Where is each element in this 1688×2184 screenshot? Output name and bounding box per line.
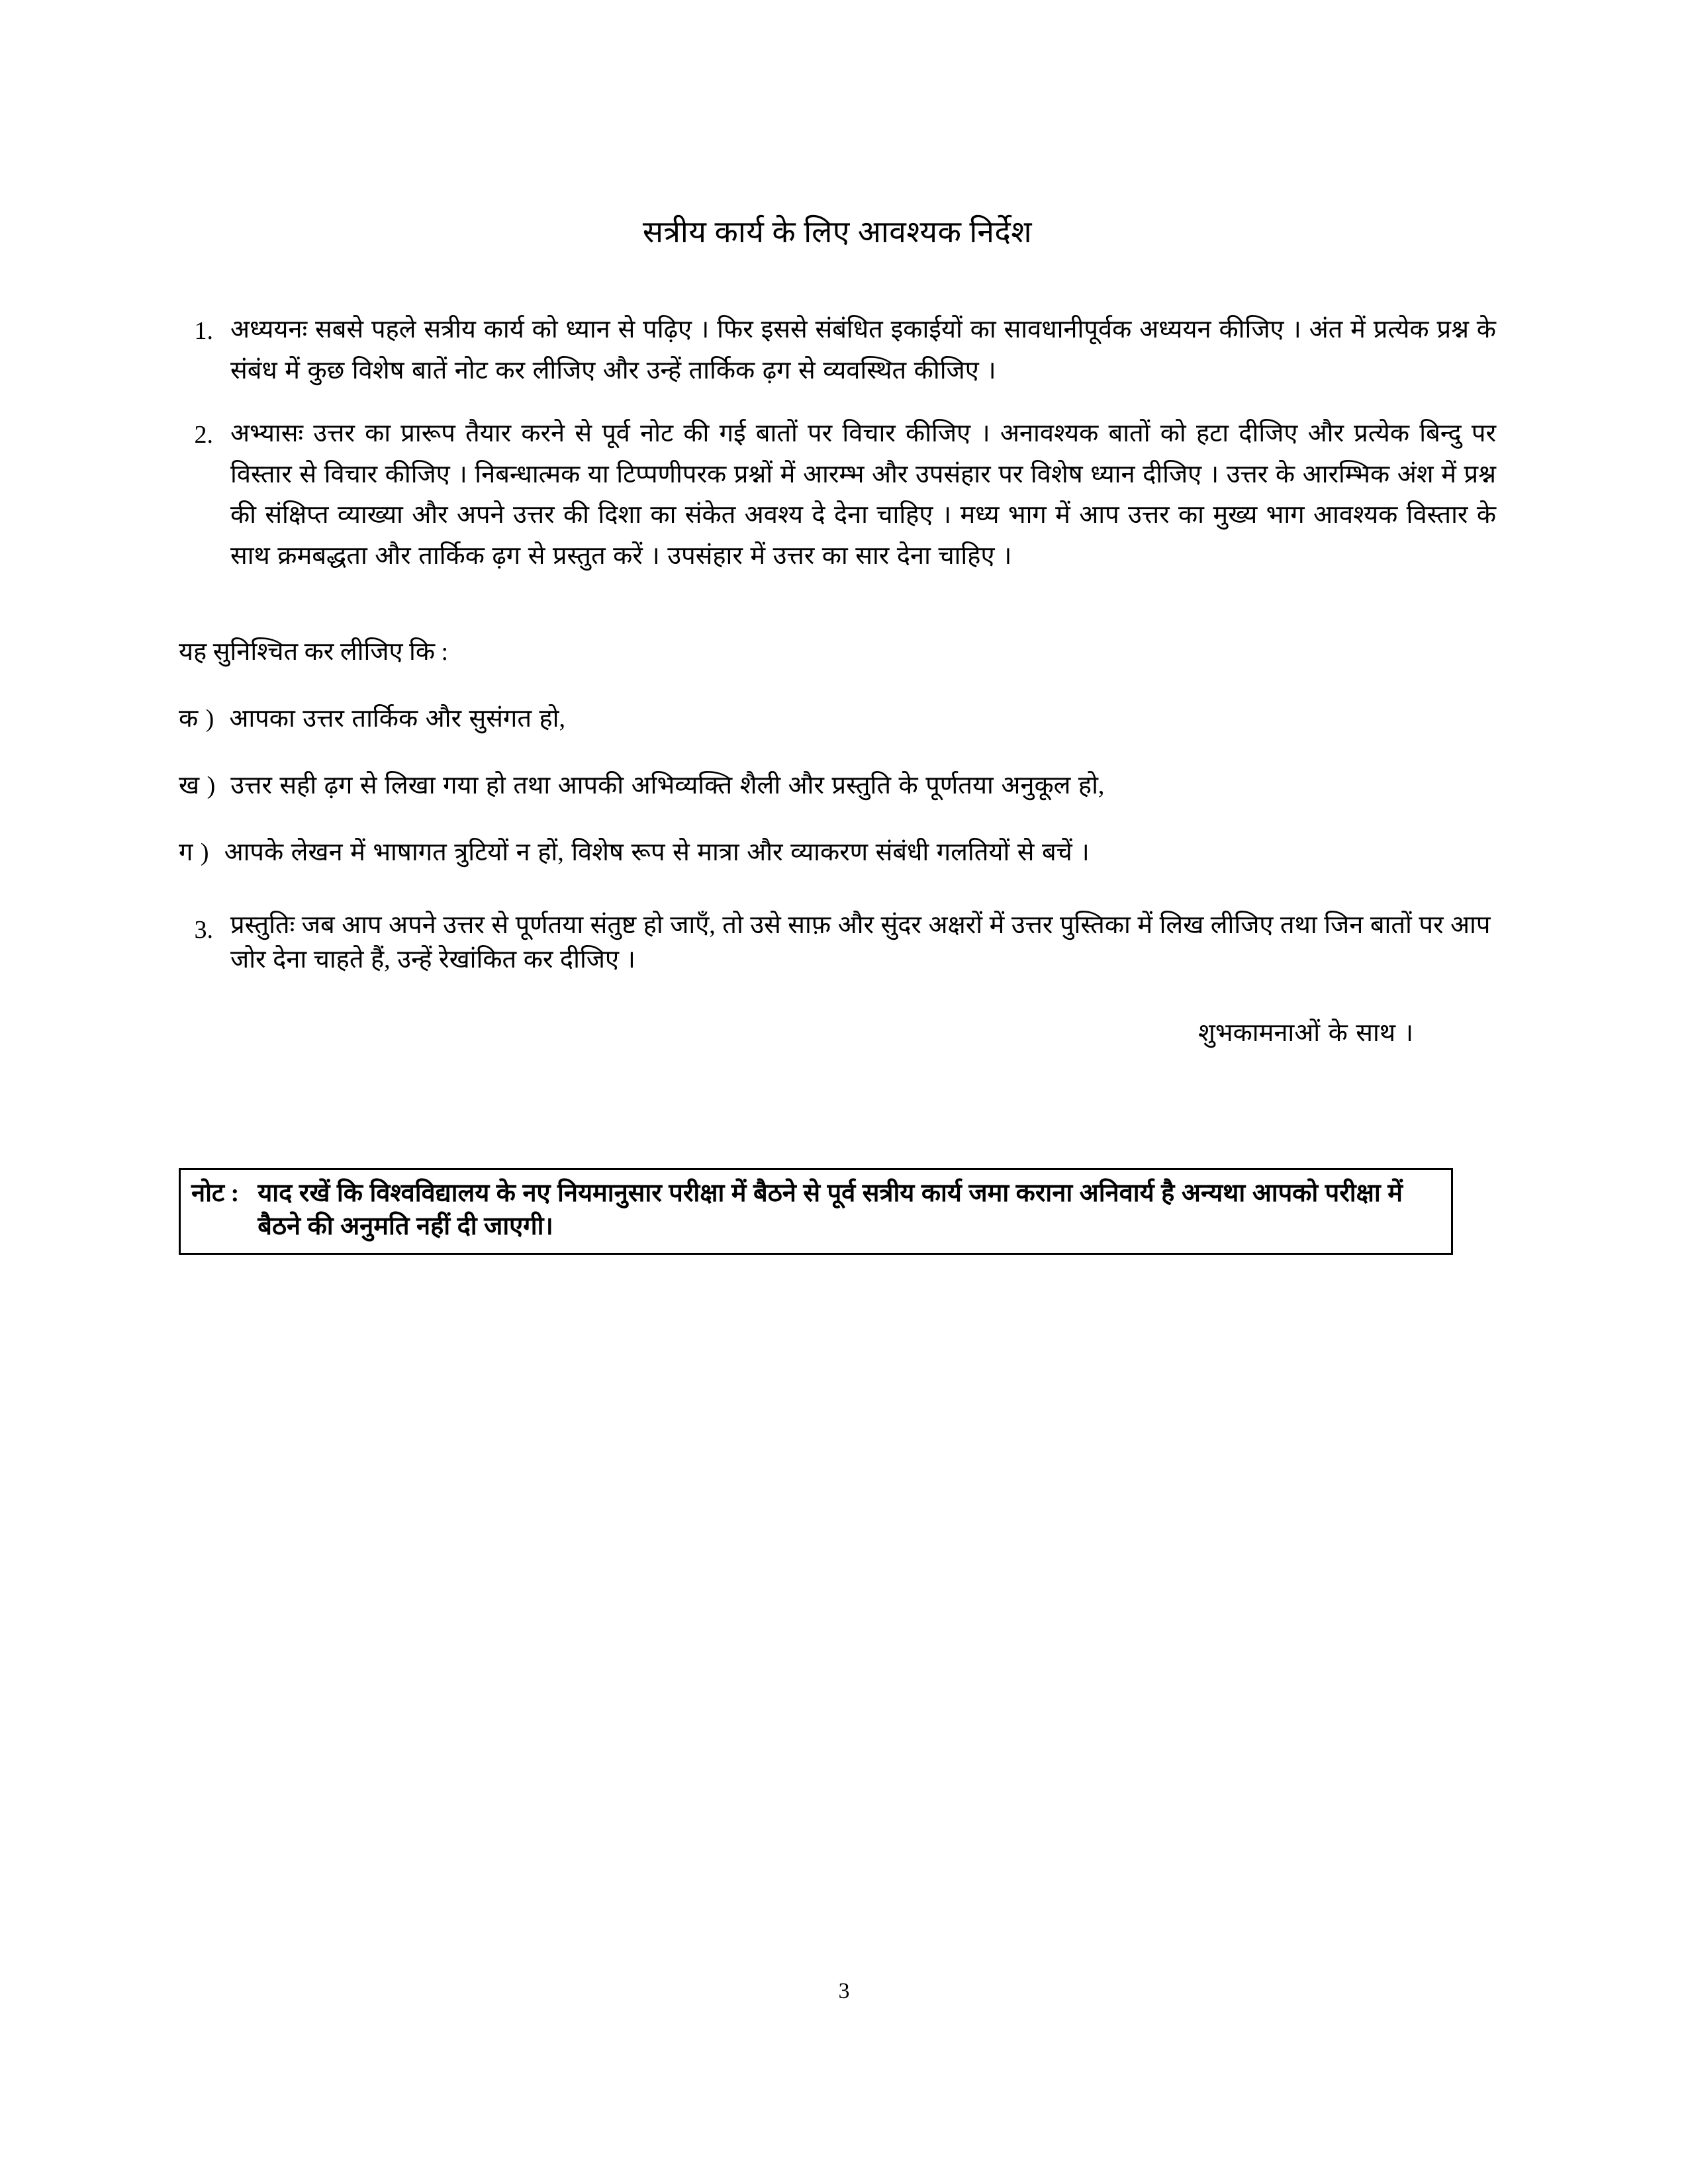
list-item <box>179 909 1496 977</box>
list-item <box>179 767 1496 805</box>
list-item-text: आपके लेखन में भाषागत त्रुटियों न हों, विशेष रूप से मात्रा और व्याकरण संबंधी गलतियों से बचें । <box>224 839 1090 867</box>
closing-line: शुभकामनाओं के साथ । <box>1198 1019 1413 1047</box>
page-content <box>179 0 1496 1255</box>
list-item <box>179 834 1496 872</box>
list-item-text: आपका उत्तर तार्किक और सुसंगत हो, <box>229 705 565 733</box>
ensure-points-list <box>179 700 1496 872</box>
list-item-marker: ग ) <box>179 839 209 867</box>
list-item-text: अध्ययनः सबसे पहले सत्रीय कार्य को ध्यान से पढ़िए । फिर इससे संबंधित इकाईयों का सावधानीपूर्वक अध्ययन कीजिए । अंत में प्रत्येक प्रश्न के संबंध में कुछ विशेष बातें नोट कर लीजिए और उन्हें तार्किक ढ़ग से व्यवस्थित कीजिए । <box>230 316 1496 385</box>
note-box <box>179 1168 1453 1255</box>
list-item <box>179 700 1496 738</box>
note-label: नोट : <box>191 1179 240 1207</box>
page-title: सत्रीय कार्य के लिए आवश्यक निर्देश <box>642 215 1033 249</box>
list-item-text: अभ्यासः उत्तर का प्रारूप तैयार करने से पूर्व नोट की गई बातों पर विचार कीजिए । अनावश्यक बातों को हटा दीजिए और प्रत्येक बिन्दु पर विस्तार से विचार कीजिए । निबन्धात्मक या टिप्पणीपरक प्रश्नों में आरम्भ और उपसंहार पर विशेष ध्यान दीजिए । उत्तर के आरम्भिक अंश में प्रश्न की संक्षिप्त व्याख्या और अपने उत्तर की दिशा का संकेत अवश्य दे देना चाहिए । मध्य भाग में आप उत्तर का मुख्य भाग आवश्यक विस्तार के साथ क्रमबद्धता और तार्किक ढ़ग से प्रस्तुत करें । उपसंहार में उत्तर का सार देना चाहिए । <box>230 420 1496 570</box>
list-item-marker: क ) <box>179 705 214 733</box>
instructions-list <box>179 310 1496 576</box>
list-item-text: उत्तर सही ढ़ग से लिखा गया हो तथा आपकी अभिव्यक्ति शैली और प्रस्तुति के पूर्णतया अनुकूल हो, <box>230 772 1105 800</box>
list-item-marker: 1. <box>194 317 213 345</box>
note-text: याद रखें कि विश्वविद्यालय के नए नियमानुसार परीक्षा में बैठने से पूर्व सत्रीय कार्य जमा कराना अनिवार्य है अन्यथा आपको परीक्षा में बैठने की अनुमति नहीं दी जाएगी। <box>258 1179 1403 1241</box>
page-number: 3 <box>838 1979 850 2003</box>
list-item-marker: ख ) <box>179 772 216 800</box>
presentation-list <box>179 909 1496 977</box>
list-item-text: प्रस्तुतिः जब आप अपने उत्तर से पूर्णतया संतुष्ट हो जाएँ, तो उसे साफ़ और सुंदर अक्षरों में उत्तर पुस्तिका में लिख लीजिए तथा जिन बातों पर आप जोर देना चाहते हैं, उन्हें रेखांकित कर दीजिए । <box>230 911 1491 974</box>
ensure-heading: यह सुनिश्चित कर लीजिए कि : <box>179 638 449 666</box>
list-item <box>179 414 1496 576</box>
list-item <box>179 310 1496 391</box>
list-item-marker: 3. <box>194 916 213 944</box>
list-item-marker: 2. <box>194 421 213 449</box>
